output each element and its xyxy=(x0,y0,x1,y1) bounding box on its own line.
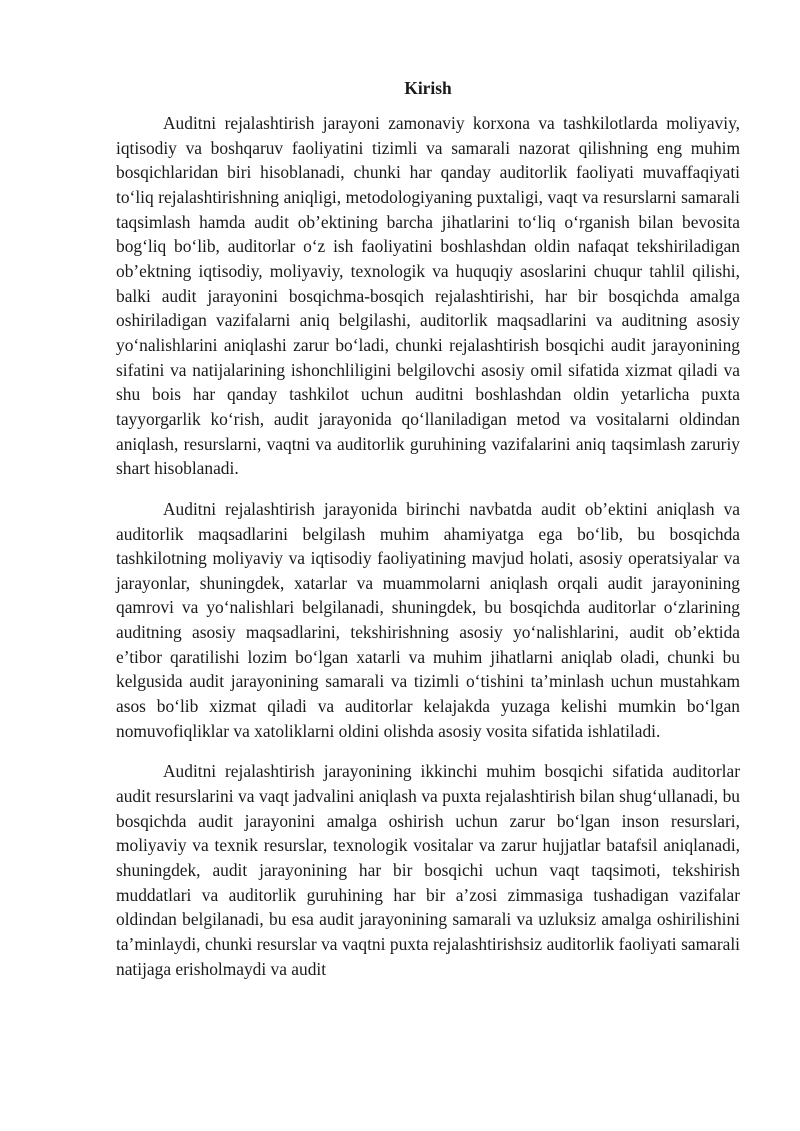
paragraph-3: Auditni rejalashtirish jarayonining ikkinchi muhim bosqichi sifatida auditorlar audit resurslarini va vaqt jadvalini aniqlash va puxta rejalashtirish bilan shug‘ullanadi, bu bosqichda audit jarayonini amalga oshirish uchun zarur bo‘lgan inson resurslari, moliyaviy va texnik resurslar, texnologik vositalar va zarur hujjatlar batafsil aniqlanadi, shuningdek, audit jarayonining har bir bosqichi uchun vaqt taqsimoti, tekshirish muddatlari va auditorlik guruhining har bir a’zosi zimmasiga tushadigan vazifalar oldindan belgilanadi, bu esa audit jarayonining samarali va uzluksiz amalga oshirilishini ta’minlaydi, chunki resurslar va vaqtni puxta rejalashtirishsiz auditorlik faoliyati samarali natijaga erisholmaydi va audit xyxy=(116,761,740,979)
paragraph-2: Auditni rejalashtirish jarayonida birinchi navbatda audit ob’ektini aniqlash va auditorlik maqsadlarini belgilash muhim ahamiyatga ega bo‘lib, bu bosqichda tashkilotning moliyaviy va iqtisodiy faoliyatining mavjud holati, asosiy operatsiyalar va jarayonlar, shuningdek, xatarlar va muammolarni aniqlash orqali audit jarayonining qamrovi va yo‘nalishlari belgilanadi, shuningdek, bu bosqichda auditorlar o‘zlarining auditning asosiy maqsadlarini, tekshirishning asosiy yo‘nalishlarini, audit ob’ektida e’tibor qaratilishi lozim bo‘lgan xatarli va muhim jihatlarni aniqlab oladi, chunki bu kelgusida audit jarayonining samarali va tizimli o‘tishini ta’minlash uchun mustahkam asos bo‘lib xizmat qiladi va auditorlar kelajakda yuzaga kelishi mumkin bo‘lgan nomuvofiqliklar va xatoliklarni oldini olishda asosiy vosita sifatida ishlatiladi. xyxy=(116,498,740,741)
paragraph-1: Auditni rejalashtirish jarayoni zamonaviy korxona va tashkilotlarda moliyaviy, iqtisodiy va boshqaruv faoliyatini tizimli va samarali nazorat qilishning eng muhim bosqichlaridan biri hisoblanadi, chunki har qanday auditorlik faoliyati muvaffaqiyati to‘liq rejalashtirishning aniqligi, metodologiyaning puxtaligi, vaqt va resurslarni samarali taqsimlash hamda audit ob’ektining barcha jihatlarini to‘liq o‘rganish bilan bevosita bog‘liq bo‘lib, auditorlar o‘z ish faoliyatini boshlashdan oldin nafaqat tekshiriladigan ob’ektning iqtisodiy, moliyaviy, texnologik va huquqiy asoslarini chuqur tahlil qilishi, balki audit jarayonini bosqichma-bosqich rejalashtirishi, har bir bosqichda amalga oshiriladigan vazifalarni aniq belgilashi, auditorlik maqsadlarini va auditning asosiy yo‘nalishlarini aniqlashi zarur bo‘ladi, chunki rejalashtirish bosqichi audit jarayonining sifatini va natijalarining ishonchliligini belgilovchi asosiy omil sifatida xizmat qiladi va shu bois har qanday tashkilot uchun auditni boshlashdan oldin yetarlicha puxta tayyorgarlik ko‘rish, audit jarayonida qo‘llaniladigan metod va vositalarni oldindan aniqlash, resurslarni, vaqtni va auditorlik guruhining vazifalarini aniq taqsimlash zaruriy shart hisoblanadi. xyxy=(116,113,740,479)
document-page xyxy=(116,76,740,997)
section-title: Kirish xyxy=(404,78,452,98)
